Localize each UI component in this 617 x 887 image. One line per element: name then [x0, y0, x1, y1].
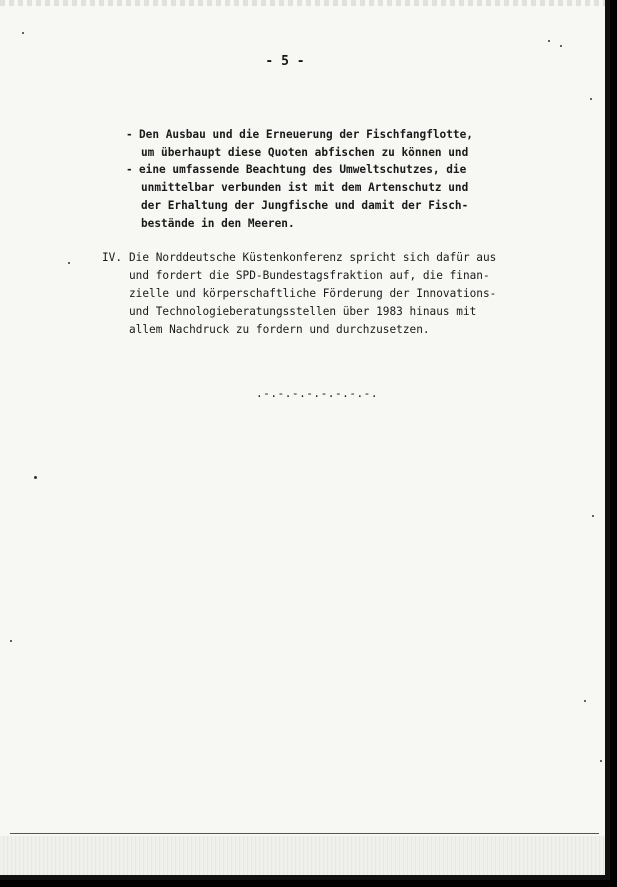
section-line: zielle und körperschaftliche Förderung der Innovations- [129, 287, 497, 300]
scan-edge [0, 0, 605, 6]
list-item-line: der Erhaltung der Jungfische und damit der Fisch- [141, 199, 469, 212]
section-iv [102, 249, 497, 353]
scan-speck [22, 32, 24, 34]
scan-speck [68, 262, 70, 264]
section-line: und Technologieberatungsstellen über 1983 hinaus mit [129, 305, 477, 318]
scan-speck [600, 760, 602, 762]
section-numeral: IV. [102, 251, 123, 264]
scan-speck [34, 476, 37, 479]
end-separator: .-.-.-.-.-.-.-.-. [256, 387, 379, 400]
scan-noise [0, 836, 605, 880]
section-line: allem Nachdruck zu fordern und durchzusetzen. [129, 323, 430, 336]
scan-speck [590, 98, 592, 100]
page-number: - 5 - [265, 54, 305, 69]
scan-speck [592, 515, 594, 517]
list-item-line: unmittelbar verbunden ist mit dem Artenschutz und [141, 181, 469, 194]
list-bullet: - [126, 128, 133, 141]
list-item-line: um überhaupt diese Quoten abfischen zu können und [141, 146, 469, 159]
list-item-line: eine umfassende Beachtung des Umweltschutzes, die [139, 163, 467, 176]
list-item-line: Den Ausbau und die Erneuerung der Fischfangflotte, [139, 128, 473, 141]
section-line: und fordert die SPD-Bundestagsfraktion auf, die finan- [129, 269, 490, 282]
scan-speck [560, 45, 562, 47]
scan-speck [10, 640, 12, 642]
scan-speck [548, 40, 550, 42]
list-bullet: - [126, 163, 133, 176]
section-line: Die Norddeutsche Küstenkonferenz spricht sich dafür aus [129, 251, 497, 264]
list-item-line: bestände in den Meeren. [141, 217, 295, 230]
scan-speck [584, 700, 586, 702]
footer-rule [10, 833, 599, 834]
